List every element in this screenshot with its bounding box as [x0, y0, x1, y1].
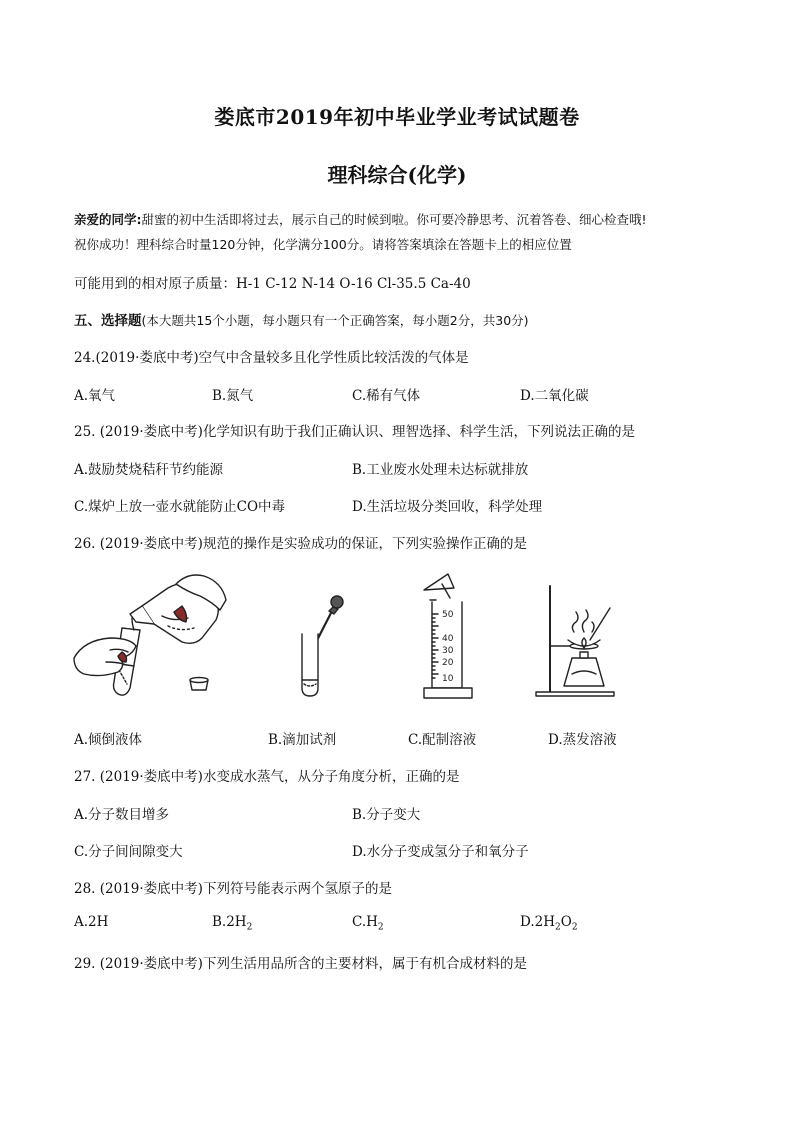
- q26-option-a[interactable]: A.倾倒液体: [74, 732, 143, 748]
- q26-option-d[interactable]: D.蒸发溶液: [548, 732, 617, 748]
- exam-subtitle: 理科综合(化学): [327, 163, 467, 187]
- q28-option-c[interactable]: $C.H_2$: [352, 914, 384, 933]
- question-26-stem: 26. (2019·娄底中考)规范的操作是实验成功的保证，下列实验操作正确的是: [74, 536, 527, 552]
- section-heading: [74, 309, 529, 329]
- intro-greeting: 亲爱的同学:: [74, 212, 142, 227]
- q26-option-c[interactable]: C.配制溶液: [408, 732, 477, 748]
- question-27-stem: 27. (2019·娄底中考)水变成水蒸气，从分子角度分析，正确的是: [74, 769, 460, 785]
- q27-option-d[interactable]: D.水分子变成氢分子和氧分子: [352, 844, 529, 860]
- q27-option-a[interactable]: A.分子数目增多: [74, 807, 170, 823]
- cylinder-mark-50: 50: [442, 610, 454, 620]
- q28-option-b[interactable]: $B.2H_2$: [212, 914, 253, 933]
- q24-option-d[interactable]: D.二氧化碳: [520, 388, 589, 404]
- question-28-stem: 28. (2019·娄底中考)下列符号能表示两个氢原子的是: [74, 881, 392, 897]
- cylinder-mark-10: 10: [442, 674, 454, 684]
- cylinder-mark-20: 20: [442, 658, 454, 668]
- graduated-cylinder-illustration: [420, 570, 490, 705]
- cylinder-mark-40: 40: [442, 634, 454, 644]
- q27-option-b[interactable]: B.分子变大: [352, 807, 421, 823]
- q28-option-a[interactable]: A.2H: [74, 914, 109, 930]
- q24-option-b[interactable]: B.氮气: [212, 388, 254, 404]
- question-24-stem: 24.(2019·娄底中考)空气中含量较多且化学性质比较活泼的气体是: [74, 350, 469, 366]
- exam-title: 娄底市2019年初中毕业学业考试试题卷: [214, 105, 580, 129]
- q25-option-d[interactable]: D.生活垃圾分类回收，科学处理: [352, 499, 543, 515]
- q28-option-d[interactable]: $D.2H_2O_2$: [520, 914, 578, 933]
- question-25-stem: 25. (2019·娄底中考)化学知识有助于我们正确认识、理智选择、科学生活，下列说法正确的是: [74, 424, 635, 440]
- intro-line-2: 祝你成功！理科综合时量120分钟，化学满分100分。请将答案填涂在答题卡上的相应位置: [74, 237, 572, 252]
- cylinder-mark-30: 30: [442, 646, 454, 656]
- section-label: 五、选择题: [74, 313, 142, 329]
- q27-option-c[interactable]: C.分子间间隙变大: [74, 844, 183, 860]
- q25-option-a[interactable]: A.鼓励焚烧秸秆节约能源: [74, 462, 224, 478]
- q24-option-c[interactable]: C.稀有气体: [352, 388, 421, 404]
- intro-text-1: 甜蜜的初中生活即将过去，展示自己的时候到啦。你可要冷静思考、沉着答卷、细心检查哦!: [141, 212, 647, 227]
- q26-option-b[interactable]: B.滴加试剂: [268, 732, 337, 748]
- section-instruction: (本大题共15个小题，每小题只有一个正确答案，每小题2分，共30分): [141, 313, 529, 328]
- question-29-stem: 29. (2019·娄底中考)下列生活用品所含的主要材料，属于有机合成材料的是: [74, 956, 527, 972]
- intro-line-1: [74, 210, 647, 228]
- q25-option-b[interactable]: B.工业废水处理未达标就排放: [352, 462, 529, 478]
- q24-option-a[interactable]: A.氧气: [74, 388, 116, 404]
- evaporation-illustration: [530, 582, 620, 702]
- atomic-masses: 可能用到的相对原子质量：H-1 C-12 N-14 O-16 Cl-35.5 Ca-40: [74, 276, 471, 292]
- q25-option-c[interactable]: C.煤炉上放一壶水就能防止CO中毒: [74, 499, 286, 515]
- pouring-liquid-illustration: [70, 566, 230, 706]
- dropper-illustration: [290, 592, 350, 702]
